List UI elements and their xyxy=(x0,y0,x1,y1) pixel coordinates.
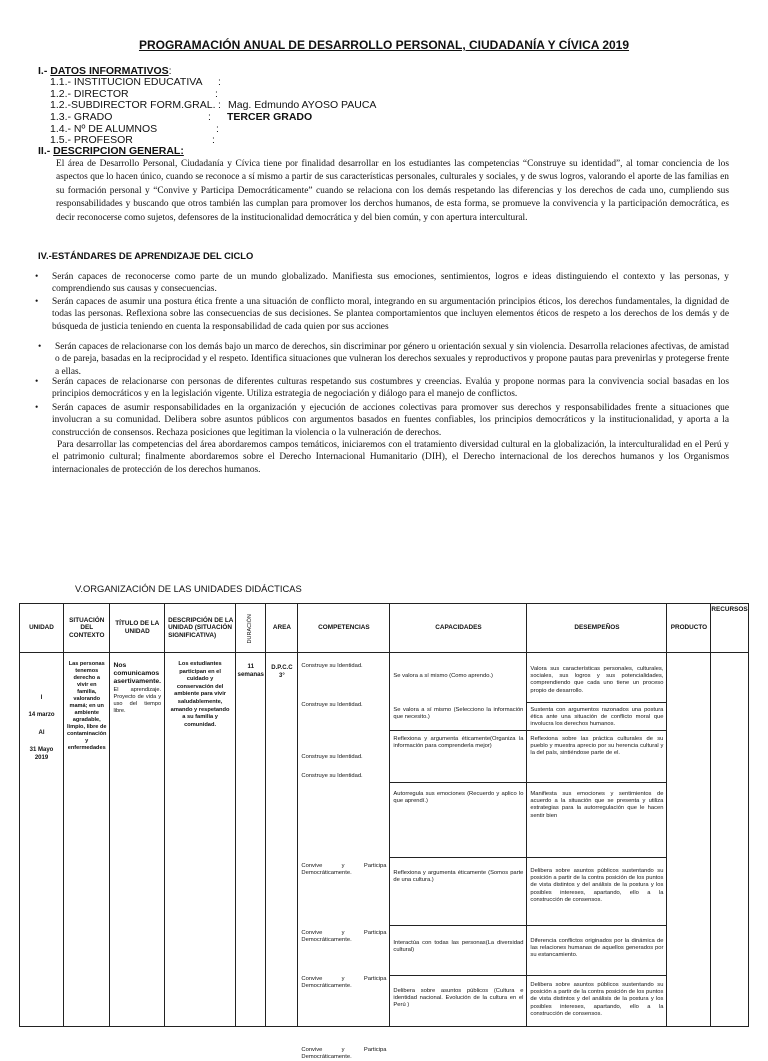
unit-start-date: 14 marzo xyxy=(28,712,55,718)
header-duracion: DURACIÓN xyxy=(246,613,253,644)
header-titulo: TÍTULO DE LA UNIDAD xyxy=(110,604,165,653)
section-heading: DATOS INFORMATIVOS xyxy=(50,65,169,77)
section-heading-colon: : xyxy=(168,65,172,77)
unit-date-connector: Al xyxy=(38,730,45,736)
info-label: 1.5.- PROFESOR xyxy=(50,134,133,147)
producto-cell xyxy=(667,653,711,1027)
units-table xyxy=(19,603,749,1061)
datos-informativos-list xyxy=(50,76,377,147)
capacidad-item: Delibera sobre asuntos públicos (Cultura e identidad nacional. Evolución de la cultura en el Perú ) xyxy=(393,988,524,1009)
info-sep: : xyxy=(216,122,219,135)
situacion-cell: Las personas tenemos derecho a vivir en familia, valorando mamá; en un ambiente agradable, limpio, libre de contaminación y enfermedades xyxy=(64,653,110,1027)
capacidad-item: Se valora a sí mismo (Selecciono la información que necesito.) xyxy=(390,703,526,731)
capacidad-item: Reflexiona y argumenta éticamente(Organiza la información para comprenderla mejor) xyxy=(390,731,526,783)
competencia-item-split xyxy=(298,740,389,765)
competencia-text: Construye su Identidad. xyxy=(301,754,363,760)
info-label: 1.2.-SUBDIRECTOR FORM.GRAL. xyxy=(50,99,216,112)
desempeno-item: Manifiesta sus emociones y sentimientos de acuerdo a la situación que se presenta y utiliza estrategias para la autorregulación que le hacen sentir bien xyxy=(527,783,666,858)
competencia-item: Convive y Participa Democráticamente. xyxy=(301,976,387,990)
standard-bullet: • Serán capaces de asumir responsabilidades en la organización y ejecución de acciones colectivas para promover sus derechos y responsabilidades frente a situaciones que involucran a su comunidad. Delibera sobre asuntos públicos con argumentos basados en fuentes confiables, los principios democráticos y la institucionalidad, y aporta a la construcción de consensos. Rechaza posiciones que legitiman la violencia o la vulneración de derechos. xyxy=(35,403,729,438)
unit-end-date: 31 Mayo 2019 xyxy=(29,747,54,761)
standard-bullet: • Serán capaces de relacionarse con personas de diferentes culturas respetando sus costumbres y creencias. Evalúa y propone normas para la convivencia social basadas en los principios democráticos y en la legislación vigente. Utiliza estrategia de negociación y diálogo para el manejo de conflictos. xyxy=(35,377,729,400)
standards-closing-paragraph: Para desarrollar las competencias del área abordaremos campos temáticos, iniciaremos con el tratamiento diversidad cultural en la globalización, la interculturalidad en el Perú y el patrimonio cultural; finalmente abordaremos sobre el Derecho Internacional Humanitario (DIH), el Derecho internacional de los derechos humanos y los Organismos internacionales de protección de los derechos humanos. xyxy=(52,440,729,475)
table-header-row xyxy=(20,604,749,653)
header-capacidades: CAPACIDADES xyxy=(390,604,527,653)
header-situacion: SITUACIÓN DEL CONTEXTO xyxy=(64,604,110,653)
standard-text: Serán capaces de relacionarse con los demás bajo un marco de derechos, sin discriminar por género u orientación sexual y sin violencia. Desarrolla relaciones afectivas, de amistad o de pareja, basadas en la reciprocidad y el respeto. Identifica situaciones que vulneran los derechos sexuales y reproductivos y propone pautas para prevenirlas y protegerse frente a ellas. xyxy=(55,342,729,377)
header-recursos: RECURSOS xyxy=(711,604,748,653)
capacidades-cell xyxy=(390,653,527,1027)
info-sep: : xyxy=(208,111,211,124)
desempeno-item: Valora sus características personales, culturales, sociales, sus logros y sus potencialidades, comprendiendo que cada uno tiene un proceso propio de desarrollo. xyxy=(527,653,666,703)
desempeno-item: Sustenta con argumentos razonados una postura ética ante una situación de conflicto moral que involucra los derechos humanos. xyxy=(527,703,666,731)
competencias-cell xyxy=(298,653,390,1061)
section-heading: DESCRIPCION GENERAL: xyxy=(53,145,184,157)
info-label: 1.3.- GRADO xyxy=(50,111,113,124)
descripcion-general-heading xyxy=(38,146,184,158)
competencia-item: Construye su Identidad. xyxy=(301,702,363,708)
info-sep: : xyxy=(218,99,221,112)
desempeno-item: Diferencia conflictos originados por la dinámica de las relaciones humanas de aquellos generados por su estancamiento. xyxy=(527,926,666,976)
standard-bullet: • Serán capaces de asumir una postura ética frente a una situación de conflicto moral, integrando en su argumentación principios éticos, los derechos fundamentales, la dignidad de todas las personas. Reflexiona sobre las consecuencias de sus decisiones. Se plantea comportamientos que incluyen elementos éticos de respeto a los derechos de los demás y de búsqueda de justicia teniendo en cuenta la responsabilidad de cada quien por sus acciones xyxy=(35,297,729,332)
info-sep: : xyxy=(215,87,218,100)
capacidad-item: Reflexiona y argumenta éticamente (Somos parte de una cultura.) xyxy=(390,858,526,926)
table-row xyxy=(20,653,749,1027)
titulo-cell xyxy=(110,653,165,1027)
unit-number: I xyxy=(40,695,43,701)
info-sep: : xyxy=(212,134,215,147)
standard-text: Serán capaces de reconocerse como parte de un mundo globalizado. Manifiesta sus emociones, sentimientos, logros e ideas distinguiendo el contexto y las personas, y comprendiendo sus causas y consecuencias. xyxy=(52,272,729,295)
standard-text: Serán capaces de asumir responsabilidades en la organización y ejecución de acciones colectivas para promover sus derechos y responsabilidades frente a situaciones que involucran a su comunidad. Delibera sobre asuntos públicos con argumentos basados en fuentes confiables, los principios democráticos y la institucionalidad, y aporta a la construcción de consensos. Rechaza posiciones que legitiman la violencia o la vulneración de derechos. xyxy=(52,403,729,438)
info-label: 1.2.- DIRECTOR xyxy=(50,87,129,100)
header-descripcion: DESCRIPCIÓN DE LA UNIDAD (SITUACIÓN SIGNIFICATIVA) xyxy=(165,604,236,653)
header-desempenos: DESEMPEÑOS xyxy=(527,604,667,653)
info-value: TERCER GRADO xyxy=(227,111,313,124)
recursos-cell xyxy=(711,653,748,1027)
standard-bullet: • Serán capaces de reconocerse como parte de un mundo globalizado. Manifiesta sus emociones, sentimientos, logros e ideas distinguiendo el contexto y las personas, y comprendiendo sus causas y consecuencias. xyxy=(35,272,729,295)
header-competencias: COMPETENCIAS xyxy=(298,604,390,653)
desempeno-item: Reflexiona sobre las práctica culturales de su pueblo y muestra aprecio por su herencia cultural y la del país, sintiéndose parte de el. xyxy=(527,731,666,783)
header-area: AREA xyxy=(266,604,298,653)
header-unidad: UNIDAD xyxy=(20,604,64,653)
desempeno-item: Delibera sobre asuntos públicos sustentando su posición a partir de la contra posición de los puntos de vista distintos y del análisis de la postura y los posibles intereses, apartando, ello a la construcción de consensos. xyxy=(527,858,666,926)
section-number: I.- xyxy=(38,65,51,77)
duracion-cell: 11 semanas xyxy=(236,653,266,1027)
estandares-heading: IV.-ESTÁNDARES DE APRENDIZAJE DEL CICLO xyxy=(38,250,254,261)
competencia-item: Convive y Participa Democráticamente. xyxy=(301,930,387,944)
info-value: Mag. Edmundo AYOSO PAUCA xyxy=(228,99,377,112)
competencia-item: Construye su Identidad. xyxy=(301,663,363,669)
titulo-rest: El aprendizaje. Proyecto de vida y uso del tiempo libre. xyxy=(113,686,162,714)
standard-bullet: • Serán capaces de relacionarse con los demás bajo un marco de derechos, sin discriminar por género u orientación sexual y sin violencia. Desarrolla relaciones afectivas, de amistad o de pareja, basadas en la reciprocidad y el respeto. Identifica situaciones que vulneran los derechos sexuales y reproductivos y propone pautas para prevenirlas y protegerse frente a ellas. xyxy=(38,342,729,377)
area-cell: D.P.C.C 3° xyxy=(266,653,298,1027)
unit-cell xyxy=(20,653,64,1027)
competencia-item: Convive y Participa Democráticamente. xyxy=(301,1047,387,1061)
desempenos-cell xyxy=(527,653,667,1027)
capacidad-item: Interactúa con todas las personas(La diversidad cultural) xyxy=(390,926,526,976)
standard-text: Serán capaces de relacionarse con personas de diferentes culturas respetando sus costumbres y creencias. Evalúa y propone normas para la convivencia social basadas en los principios democráticos y en la legislación vigente. Utiliza estrategia de negociación y diálogo para el manejo de conflictos. xyxy=(52,377,729,400)
competencia-item: Convive y Participa Democráticamente. xyxy=(301,863,387,877)
standard-text: Serán capaces de asumir una postura ética frente a una situación de conflicto moral, integrando en su argumentación principios éticos, los derechos fundamentales, la dignidad de todas las personas. Reflexiona sobre las consecuencias de sus decisiones. Se plantea comportamientos que incluyen elementos éticos de respeto a los derechos de los demás y de búsqueda de justicia teniendo en cuenta la responsabilidad de cada quien por sus acciones xyxy=(52,297,729,332)
info-label: 1.4.- Nº DE ALUMNOS xyxy=(50,122,158,135)
section-number: II.- xyxy=(38,145,54,157)
document-title: PROGRAMACIÓN ANUAL DE DESARROLLO PERSONAL, CIUDADANÍA Y CÍVICA 2019 xyxy=(138,38,630,52)
header-producto: PRODUCTO xyxy=(667,604,711,653)
desempeno-item: Delibera sobre asuntos públicos sustentando su posición a partir de la contra posición de los puntos de vista distintos y del análisis de la postura y los posibles intereses, apartando, ello a la construcción de consensos. xyxy=(530,982,664,1017)
titulo-bold: Nos comunicamos asertivamente. xyxy=(113,662,162,686)
competencia-item: Construye su Identidad. xyxy=(301,773,363,779)
info-label: 1.1.- INSTITUCION EDUCATIVA xyxy=(50,76,203,88)
header-duracion-cell xyxy=(236,604,266,653)
capacidad-item: Autorregula sus emociones (Recuerdo y aplico lo que aprendí.) xyxy=(390,783,526,858)
organizacion-heading: V.ORGANIZACIÓN DE LAS UNIDADES DIDÁCTICAS xyxy=(75,583,302,594)
info-sep: : xyxy=(218,76,221,88)
descripcion-general-text: El área de Desarrollo Personal, Ciudadanía y Cívica tiene por finalidad desarrollar en los estudiantes las competencias “Construye su identidad”, al tomar conciencia de los aspectos que lo hacen único, cuando se reconoce a sí mismo a partir de sus características personales, culturales y sociales, y de swus logros, valorando el aporte de las familias en su formación personal y “Convive y Participa Democráticamente” cuando se relaciona con los demás respetando las diferencias y los derechos de cada uno, cumpliendo sus responsabilidades y buscando que otros también las cumplan para promover los derchos humanos, de esta forma, se promueve la convivencia y la participación democrática, es decir reconocerse como sujetos, defensores de la institucionalidad democrática y del bien común, y con apertura intercultural. xyxy=(56,159,729,223)
capacidad-item: Se valora a sí mismo (Como aprendo.) xyxy=(393,673,493,679)
descripcion-cell: Los estudiantes participan en el cuidado y conservación del ambiente para vivir saludablemente, amando y respetando a su familia y comunidad. xyxy=(165,653,236,1027)
